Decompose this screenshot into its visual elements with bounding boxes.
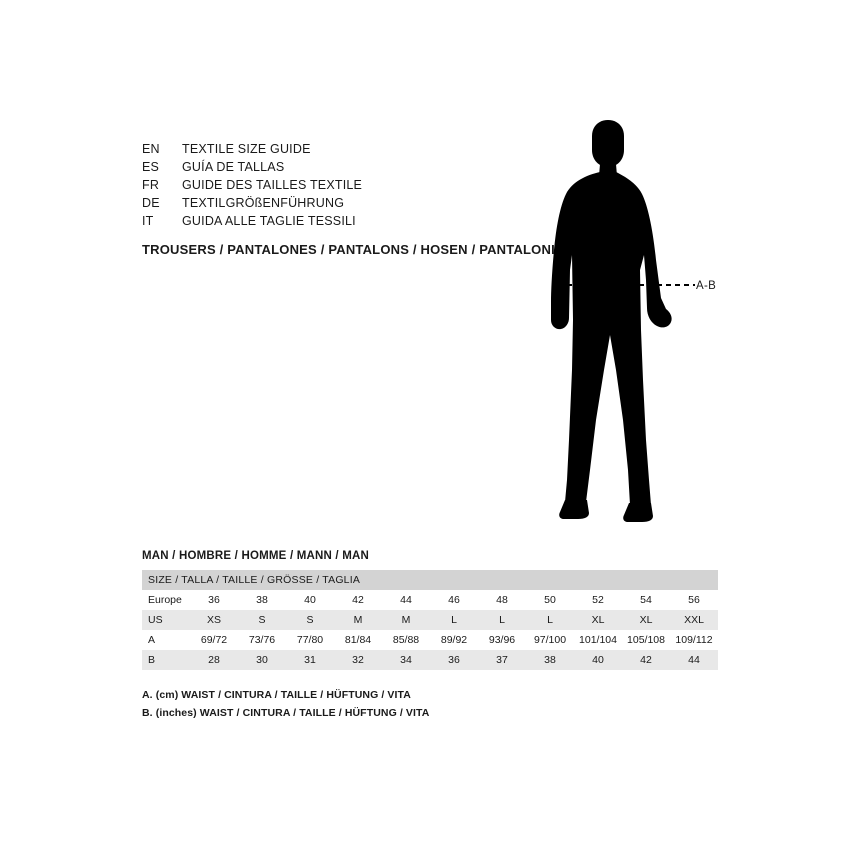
table-row — [142, 610, 718, 630]
cell: S — [238, 610, 286, 630]
language-row-en — [142, 140, 562, 158]
cell: M — [334, 610, 382, 630]
cell: 34 — [382, 650, 430, 670]
cell: 44 — [382, 590, 430, 610]
language-text-es: GUÍA DE TALLAS — [182, 160, 285, 174]
legend-line-b: B. (inches) WAIST / CINTURA / TAILLE / HÜFTUNG / VITA — [142, 707, 430, 719]
table-row — [142, 630, 718, 650]
cell: 54 — [622, 590, 670, 610]
cell: 37 — [478, 650, 526, 670]
language-text-de: TEXTILGRÖßENFÜHRUNG — [182, 196, 345, 210]
cell: 73/76 — [238, 630, 286, 650]
cell: 56 — [670, 590, 718, 610]
cell: XXL — [670, 610, 718, 630]
cell: L — [478, 610, 526, 630]
measure-label-ab: A-B — [696, 280, 717, 292]
cell: 40 — [286, 590, 334, 610]
language-code-it: IT — [142, 214, 154, 228]
cell: L — [526, 610, 574, 630]
table-row — [142, 650, 718, 670]
cell: 30 — [238, 650, 286, 670]
row-label-us: US — [142, 610, 190, 630]
cell: 105/108 — [622, 630, 670, 650]
cell: XL — [574, 610, 622, 630]
cell: 36 — [190, 590, 238, 610]
man-silhouette-icon — [520, 120, 780, 540]
row-label-b: B — [142, 650, 190, 670]
cell: 46 — [430, 590, 478, 610]
table-header-label: SIZE / TALLA / TAILLE / GRÖSSE / TAGLIA — [142, 570, 718, 590]
cell: 101/104 — [574, 630, 622, 650]
size-table — [142, 570, 718, 670]
cell: 42 — [622, 650, 670, 670]
cell: 44 — [670, 650, 718, 670]
table-row — [142, 590, 718, 610]
cell: 32 — [334, 650, 382, 670]
cell: M — [382, 610, 430, 630]
cell: 77/80 — [286, 630, 334, 650]
cell: XL — [622, 610, 670, 630]
man-silhouette-figure — [520, 120, 780, 540]
cell: 31 — [286, 650, 334, 670]
cell: 69/72 — [190, 630, 238, 650]
cell: S — [286, 610, 334, 630]
language-code-fr: FR — [142, 178, 160, 192]
garment-type-title: TROUSERS / PANTALONES / PANTALONS / HOSEN / PANTALONI — [142, 242, 555, 257]
table-caption: MAN / HOMBRE / HOMME / MANN / MAN — [142, 550, 370, 562]
cell: 42 — [334, 590, 382, 610]
legend-block — [142, 686, 718, 722]
cell: 52 — [574, 590, 622, 610]
cell: 50 — [526, 590, 574, 610]
table-header-row — [142, 570, 718, 590]
language-row-it — [142, 212, 562, 230]
size-table-section — [142, 550, 718, 722]
cell: 48 — [478, 590, 526, 610]
cell: 40 — [574, 650, 622, 670]
cell: 28 — [190, 650, 238, 670]
language-code-en: EN — [142, 142, 160, 156]
language-text-en: TEXTILE SIZE GUIDE — [182, 142, 311, 156]
cell: 89/92 — [430, 630, 478, 650]
language-row-fr — [142, 176, 562, 194]
legend-line-a: A. (cm) WAIST / CINTURA / TAILLE / HÜFTUNG / VITA — [142, 689, 411, 701]
language-text-fr: GUIDE DES TAILLES TEXTILE — [182, 178, 363, 192]
cell: 109/112 — [670, 630, 718, 650]
row-label-europe: Europe — [142, 590, 190, 610]
cell: 93/96 — [478, 630, 526, 650]
cell: 85/88 — [382, 630, 430, 650]
language-title-block — [142, 140, 562, 257]
language-code-de: DE — [142, 196, 160, 210]
cell: XS — [190, 610, 238, 630]
cell: L — [430, 610, 478, 630]
cell: 38 — [238, 590, 286, 610]
cell: 38 — [526, 650, 574, 670]
language-row-de — [142, 194, 562, 212]
language-code-es: ES — [142, 160, 160, 174]
cell: 36 — [430, 650, 478, 670]
cell: 97/100 — [526, 630, 574, 650]
language-row-es — [142, 158, 562, 176]
cell: 81/84 — [334, 630, 382, 650]
row-label-a: A — [142, 630, 190, 650]
language-text-it: GUIDA ALLE TAGLIE TESSILI — [182, 214, 356, 228]
